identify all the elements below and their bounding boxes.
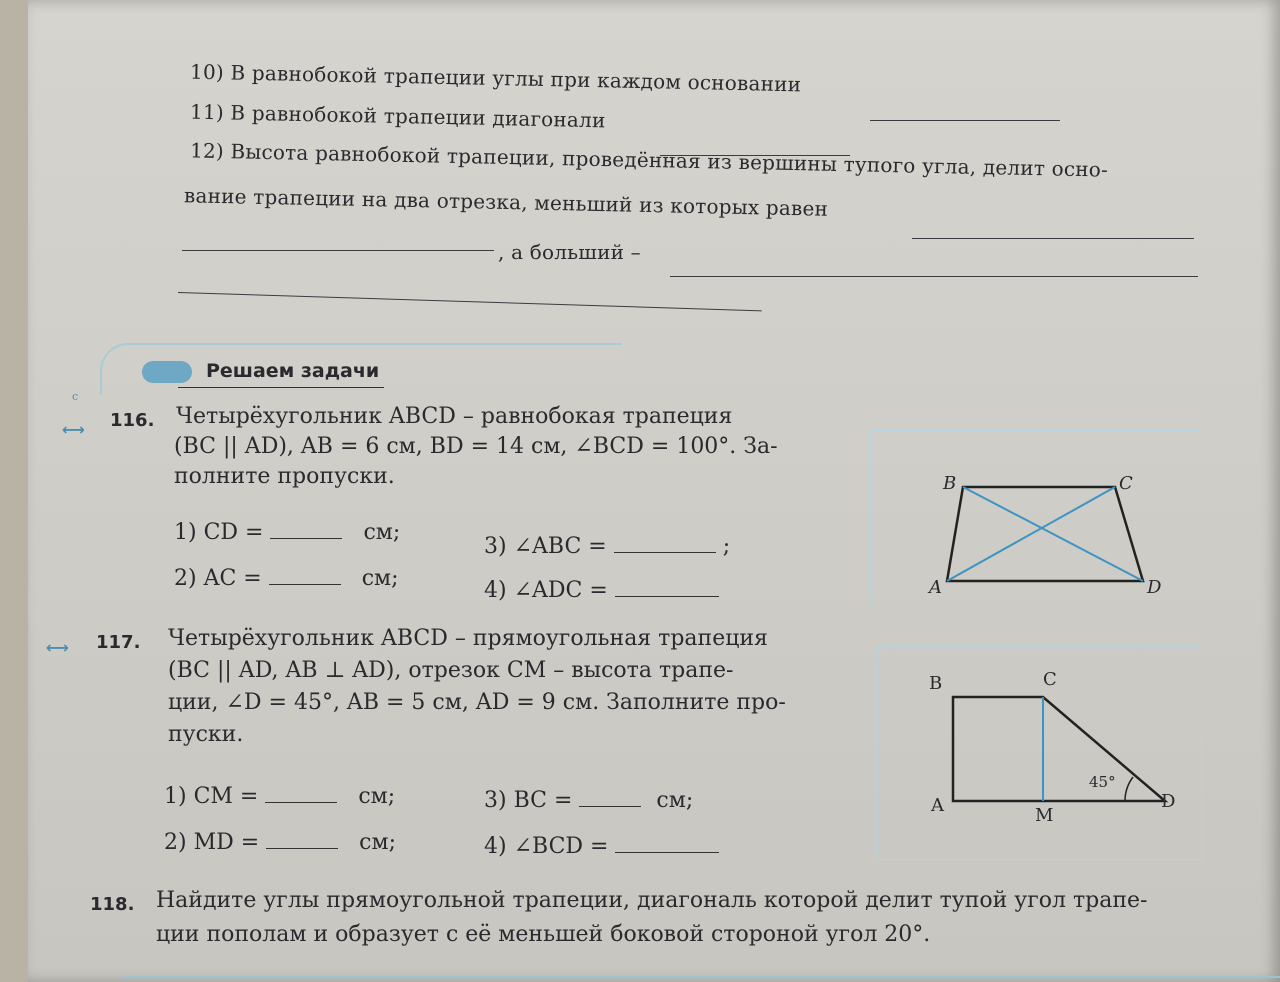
textbook-page xyxy=(28,0,1280,982)
task-117-a4-label: 4) ∠BCD = xyxy=(484,834,609,859)
item-12-line1: 12) Высота равнобокой трапеции, проведённая из вершины тупого угла, делит осно- xyxy=(189,138,1109,182)
task-116-a3-label: 3) ∠ABC = xyxy=(484,534,607,559)
trapezoid-116 xyxy=(947,487,1143,581)
task-116-answer-2 xyxy=(174,566,399,591)
task-117-line1: Четырёхугольник ABCD – прямоугольная трапеция xyxy=(168,626,768,651)
task-117-a1-label: 1) CM = xyxy=(164,784,259,809)
task-116-a3-blank xyxy=(614,552,716,553)
task-118-line2: ции пополам и образует с её меньшей боковой стороной угол 20°. xyxy=(156,922,931,947)
item-11: 11) В равнобокой трапеции диагонали xyxy=(189,99,606,133)
task-117-a3-label: 3) BC = xyxy=(484,788,573,813)
fig117-label-c: C xyxy=(1043,669,1057,690)
answer-line-10 xyxy=(870,120,1060,121)
task-116-a3-end: ; xyxy=(722,534,731,559)
task-118-number: 118. xyxy=(90,894,135,915)
task-116-a4-label: 4) ∠ADC = xyxy=(484,578,608,603)
trapezoid-117 xyxy=(953,697,1165,801)
task-117-line3: ции, ∠D = 45°, AB = 5 см, AD = 9 см. Заполните про- xyxy=(168,690,786,715)
task-117-a2-blank xyxy=(266,848,338,849)
figure-116 xyxy=(870,430,1202,606)
task-117-a3-blank xyxy=(579,806,641,807)
task-116-line3: полните пропуски. xyxy=(174,464,395,489)
item-10: 10) В равнобокой трапеции углы при каждом основании xyxy=(189,59,802,97)
answer-line-12b xyxy=(182,250,494,251)
task-116-a4-blank xyxy=(615,596,719,597)
task-116-a1-label: 1) CD = xyxy=(174,520,264,545)
answer-line-12d xyxy=(178,292,762,311)
diagonal-ac xyxy=(947,487,1115,581)
task-117-a3-unit: см; xyxy=(656,788,694,813)
fig117-angle-label: 45° xyxy=(1089,773,1116,791)
section-title: Решаем задачи xyxy=(206,360,380,382)
section-pill-icon xyxy=(142,361,192,383)
task-116-answer-4 xyxy=(484,578,719,603)
fig116-label-b: B xyxy=(943,473,957,494)
task-117-answer-4 xyxy=(484,834,719,859)
answer-line-12c xyxy=(670,276,1198,277)
task-117-a1-unit: см; xyxy=(358,784,396,809)
figure-117 xyxy=(876,646,1202,860)
task-117-a4-blank xyxy=(615,852,719,853)
fig116-label-a: A xyxy=(929,577,942,598)
task-117-answer-2 xyxy=(164,830,396,855)
task-116-a2-unit: см; xyxy=(361,566,399,591)
answer-line-12a xyxy=(912,238,1194,239)
figure-117-svg xyxy=(877,647,1201,859)
fig117-label-m: M xyxy=(1035,805,1054,826)
task-117-line4: пуски. xyxy=(168,722,244,747)
task-118-line1: Найдите углы прямоугольной трапеции, диагональ которой делит тупой угол трапе- xyxy=(156,888,1148,913)
task-116-line1: Четырёхугольник ABCD – равнобокая трапеция xyxy=(176,404,733,429)
section-badge: c xyxy=(72,390,79,403)
fig116-label-c: C xyxy=(1119,473,1133,494)
task-117-number: 117. xyxy=(96,632,141,653)
task-116-answer-1 xyxy=(174,520,400,545)
task-116-answer-3 xyxy=(484,534,730,559)
angle-arc-d xyxy=(1125,777,1133,801)
task-116-a1-blank xyxy=(270,538,342,539)
task-116-a2-label: 2) AC = xyxy=(174,566,262,591)
item-12-line2: вание трапеции на два отрезка, меньший из которых равен xyxy=(183,183,829,221)
task-117-line2: (BC || AD, AB ⊥ AD), отрезок CM – высота трапе- xyxy=(168,658,734,683)
fig117-label-a: A xyxy=(931,795,944,816)
fig116-label-d: D xyxy=(1147,577,1162,598)
task-116-number: 116. xyxy=(110,410,155,431)
arrow-icon: ⟷ xyxy=(62,420,85,439)
task-116-a2-blank xyxy=(269,584,341,585)
arrow-icon: ⟷ xyxy=(46,638,69,657)
fig117-label-d: D xyxy=(1161,791,1176,812)
task-116-a1-unit: см; xyxy=(363,520,401,545)
task-117-a1-blank xyxy=(265,802,337,803)
task-117-a2-label: 2) MD = xyxy=(164,830,260,855)
diagonal-bd xyxy=(963,487,1143,581)
section-title-underline xyxy=(178,387,384,388)
item-12-line3: , а больший – xyxy=(498,240,641,264)
task-116-line2: (BC || AD), AB = 6 см, BD = 14 см, ∠BCD = 100°. За- xyxy=(174,434,778,459)
page-bottom-rule xyxy=(124,976,1280,978)
fig117-label-b: B xyxy=(929,673,943,694)
task-117-a2-unit: см; xyxy=(359,830,397,855)
task-117-answer-3 xyxy=(484,788,693,813)
task-117-answer-1 xyxy=(164,784,395,809)
